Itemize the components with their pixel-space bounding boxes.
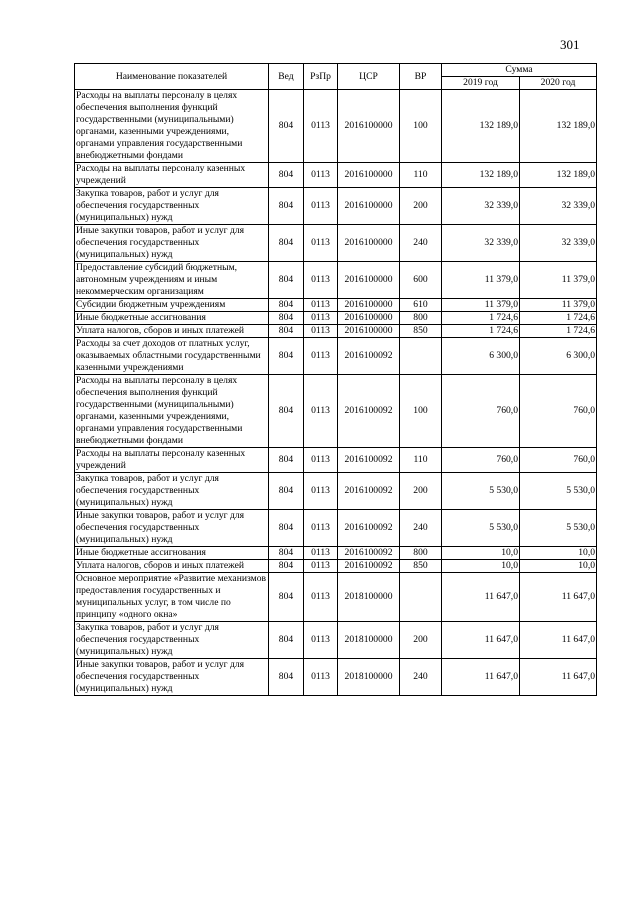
cell-vr: 800 xyxy=(400,312,442,325)
cell-csr: 2016100092 xyxy=(338,448,400,473)
cell-ved: 804 xyxy=(269,90,304,163)
cell-ved: 804 xyxy=(269,312,304,325)
cell-name: Расходы на выплаты персоналу казенных учреждений xyxy=(75,448,269,473)
header-rzpr: РзПр xyxy=(304,64,338,90)
cell-rzpr: 0113 xyxy=(304,312,338,325)
cell-ved: 804 xyxy=(269,473,304,510)
table-row xyxy=(75,473,597,510)
cell-y2019: 11 379,0 xyxy=(442,299,520,312)
cell-y2020: 6 300,0 xyxy=(520,338,597,375)
cell-y2019: 32 339,0 xyxy=(442,225,520,262)
cell-y2019: 760,0 xyxy=(442,375,520,448)
cell-y2019: 11 647,0 xyxy=(442,659,520,696)
cell-y2020: 1 724,6 xyxy=(520,325,597,338)
cell-ved: 804 xyxy=(269,659,304,696)
cell-name: Уплата налогов, сборов и иных платежей xyxy=(75,325,269,338)
cell-y2020: 132 189,0 xyxy=(520,90,597,163)
header-sum: Сумма xyxy=(442,64,597,77)
cell-name: Основное мероприятие «Развитие механизмов предоставления государственных и муниципальных услуг, в том числе по принципу «одного окна» xyxy=(75,573,269,622)
cell-y2019: 11 379,0 xyxy=(442,262,520,299)
table-row xyxy=(75,312,597,325)
cell-ved: 804 xyxy=(269,573,304,622)
table-row xyxy=(75,510,597,547)
cell-rzpr: 0113 xyxy=(304,573,338,622)
cell-csr: 2018100000 xyxy=(338,622,400,659)
header-vr: ВР xyxy=(400,64,442,90)
cell-ved: 804 xyxy=(269,163,304,188)
cell-y2019: 10,0 xyxy=(442,547,520,560)
header-year-2019: 2019 год xyxy=(442,77,520,90)
cell-y2020: 32 339,0 xyxy=(520,188,597,225)
cell-vr: 200 xyxy=(400,622,442,659)
cell-y2019: 132 189,0 xyxy=(442,163,520,188)
cell-csr: 2016100000 xyxy=(338,325,400,338)
cell-csr: 2016100092 xyxy=(338,338,400,375)
cell-name: Закупка товаров, работ и услуг для обеспечения государственных (муниципальных) нужд xyxy=(75,188,269,225)
cell-y2020: 5 530,0 xyxy=(520,473,597,510)
cell-rzpr: 0113 xyxy=(304,163,338,188)
cell-name: Закупка товаров, работ и услуг для обеспечения государственных (муниципальных) нужд xyxy=(75,473,269,510)
cell-csr: 2016100092 xyxy=(338,510,400,547)
cell-rzpr: 0113 xyxy=(304,225,338,262)
table-row xyxy=(75,560,597,573)
cell-y2020: 760,0 xyxy=(520,375,597,448)
cell-ved: 804 xyxy=(269,338,304,375)
cell-name: Иные бюджетные ассигнования xyxy=(75,547,269,560)
cell-csr: 2018100000 xyxy=(338,659,400,696)
cell-csr: 2016100000 xyxy=(338,225,400,262)
cell-vr xyxy=(400,338,442,375)
cell-csr: 2016100092 xyxy=(338,375,400,448)
cell-ved: 804 xyxy=(269,448,304,473)
table-row xyxy=(75,325,597,338)
table-row xyxy=(75,188,597,225)
cell-name: Иные закупки товаров, работ и услуг для обеспечения государственных (муниципальных) нужд xyxy=(75,510,269,547)
cell-ved: 804 xyxy=(269,188,304,225)
cell-vr: 110 xyxy=(400,448,442,473)
cell-y2020: 10,0 xyxy=(520,560,597,573)
cell-vr: 110 xyxy=(400,163,442,188)
cell-name: Расходы за счет доходов от платных услуг, оказываемых областными государственными казенными учреждениями xyxy=(75,338,269,375)
cell-vr: 240 xyxy=(400,510,442,547)
cell-rzpr: 0113 xyxy=(304,338,338,375)
header-ved: Вед xyxy=(269,64,304,90)
table-body xyxy=(75,90,597,696)
cell-rzpr: 0113 xyxy=(304,448,338,473)
cell-y2019: 1 724,6 xyxy=(442,312,520,325)
cell-y2020: 1 724,6 xyxy=(520,312,597,325)
cell-rzpr: 0113 xyxy=(304,325,338,338)
cell-name: Уплата налогов, сборов и иных платежей xyxy=(75,560,269,573)
cell-y2020: 132 189,0 xyxy=(520,163,597,188)
cell-csr: 2016100000 xyxy=(338,163,400,188)
cell-vr: 850 xyxy=(400,325,442,338)
cell-ved: 804 xyxy=(269,225,304,262)
cell-ved: 804 xyxy=(269,622,304,659)
cell-vr: 100 xyxy=(400,90,442,163)
cell-y2020: 760,0 xyxy=(520,448,597,473)
cell-y2019: 5 530,0 xyxy=(442,510,520,547)
cell-y2019: 32 339,0 xyxy=(442,188,520,225)
cell-csr: 2016100000 xyxy=(338,262,400,299)
cell-y2020: 10,0 xyxy=(520,547,597,560)
cell-ved: 804 xyxy=(269,262,304,299)
header-name: Наименование показателей xyxy=(75,64,269,90)
cell-y2019: 1 724,6 xyxy=(442,325,520,338)
cell-vr xyxy=(400,573,442,622)
cell-y2019: 132 189,0 xyxy=(442,90,520,163)
table-header xyxy=(75,64,597,90)
cell-csr: 2016100092 xyxy=(338,547,400,560)
table-row xyxy=(75,262,597,299)
cell-csr: 2018100000 xyxy=(338,573,400,622)
cell-rzpr: 0113 xyxy=(304,560,338,573)
cell-y2020: 11 379,0 xyxy=(520,299,597,312)
cell-name: Расходы на выплаты персоналу в целях обеспечения выполнения функций государственными (муниципальными) органами, казенными учреждениями, органами управления государственными внебюджетными фондами xyxy=(75,90,269,163)
page-number: 301 xyxy=(560,37,580,52)
cell-y2019: 11 647,0 xyxy=(442,622,520,659)
table-row xyxy=(75,225,597,262)
cell-y2019: 10,0 xyxy=(442,560,520,573)
cell-rzpr: 0113 xyxy=(304,188,338,225)
cell-rzpr: 0113 xyxy=(304,547,338,560)
cell-y2020: 32 339,0 xyxy=(520,225,597,262)
cell-ved: 804 xyxy=(269,560,304,573)
header-csr: ЦСР xyxy=(338,64,400,90)
cell-csr: 2016100000 xyxy=(338,188,400,225)
cell-y2019: 11 647,0 xyxy=(442,573,520,622)
cell-ved: 804 xyxy=(269,547,304,560)
cell-y2020: 11 379,0 xyxy=(520,262,597,299)
cell-y2020: 11 647,0 xyxy=(520,659,597,696)
cell-vr: 100 xyxy=(400,375,442,448)
table-row xyxy=(75,299,597,312)
cell-name: Субсидии бюджетным учреждениям xyxy=(75,299,269,312)
cell-rzpr: 0113 xyxy=(304,262,338,299)
cell-vr: 600 xyxy=(400,262,442,299)
table-row xyxy=(75,659,597,696)
table-row xyxy=(75,163,597,188)
cell-name: Иные закупки товаров, работ и услуг для обеспечения государственных (муниципальных) нужд xyxy=(75,225,269,262)
cell-csr: 2016100092 xyxy=(338,473,400,510)
header-year-2020: 2020 год xyxy=(520,77,597,90)
cell-rzpr: 0113 xyxy=(304,375,338,448)
table-row xyxy=(75,547,597,560)
cell-y2020: 11 647,0 xyxy=(520,622,597,659)
cell-vr: 800 xyxy=(400,547,442,560)
table-row xyxy=(75,375,597,448)
cell-rzpr: 0113 xyxy=(304,622,338,659)
cell-vr: 200 xyxy=(400,188,442,225)
cell-y2019: 5 530,0 xyxy=(442,473,520,510)
cell-name: Иные закупки товаров, работ и услуг для обеспечения государственных (муниципальных) нужд xyxy=(75,659,269,696)
cell-csr: 2016100000 xyxy=(338,90,400,163)
cell-vr: 240 xyxy=(400,225,442,262)
table-row xyxy=(75,448,597,473)
cell-rzpr: 0113 xyxy=(304,659,338,696)
cell-y2020: 5 530,0 xyxy=(520,510,597,547)
table-row xyxy=(75,622,597,659)
cell-name: Закупка товаров, работ и услуг для обеспечения государственных (муниципальных) нужд xyxy=(75,622,269,659)
cell-vr: 240 xyxy=(400,659,442,696)
table-row xyxy=(75,90,597,163)
table-row xyxy=(75,573,597,622)
cell-rzpr: 0113 xyxy=(304,90,338,163)
cell-rzpr: 0113 xyxy=(304,473,338,510)
cell-y2019: 6 300,0 xyxy=(442,338,520,375)
cell-vr: 850 xyxy=(400,560,442,573)
cell-rzpr: 0113 xyxy=(304,510,338,547)
cell-ved: 804 xyxy=(269,325,304,338)
cell-ved: 804 xyxy=(269,375,304,448)
cell-y2019: 760,0 xyxy=(442,448,520,473)
cell-vr: 610 xyxy=(400,299,442,312)
cell-vr: 200 xyxy=(400,473,442,510)
cell-csr: 2016100000 xyxy=(338,299,400,312)
cell-ved: 804 xyxy=(269,510,304,547)
table-row xyxy=(75,338,597,375)
cell-rzpr: 0113 xyxy=(304,299,338,312)
budget-table xyxy=(74,63,597,696)
cell-ved: 804 xyxy=(269,299,304,312)
cell-y2020: 11 647,0 xyxy=(520,573,597,622)
cell-csr: 2016100092 xyxy=(338,560,400,573)
cell-csr: 2016100000 xyxy=(338,312,400,325)
cell-name: Предоставление субсидий бюджетным, автономным учреждениям и иным некоммерческим организациям xyxy=(75,262,269,299)
cell-name: Расходы на выплаты персоналу в целях обеспечения выполнения функций государственными (муниципальными) органами, казенными учреждениями, органами управления государственными внебюджетными фондами xyxy=(75,375,269,448)
cell-name: Расходы на выплаты персоналу казенных учреждений xyxy=(75,163,269,188)
cell-name: Иные бюджетные ассигнования xyxy=(75,312,269,325)
